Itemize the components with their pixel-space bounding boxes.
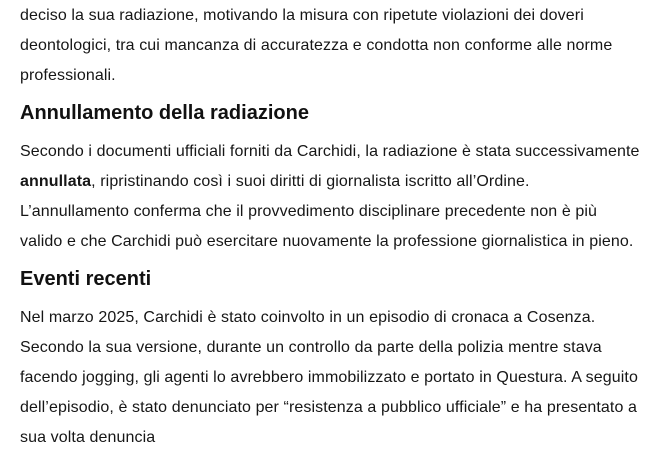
paragraph-segment: Nel marzo 2025, Carchidi è stato coinvolto in un episodio di cronaca a Cosenza. Secondo la sua versione, durante un controllo da parte della polizia mentre stava facendo jogging, gli agenti lo avrebbero immobilizzato e portato in Questura. A seguito dell’episodio, è stato denunciato per “resistenza a pubblico ufficiale” e ha presentato a sua volta denuncia xyxy=(20,309,638,446)
section-paragraph-eventi-recenti xyxy=(20,303,642,453)
paragraph-segment: , ripristinando così i suoi diritti di giornalista iscritto all’Ordine. L’annullamento conferma che il provvedimento disciplinare precedente non è più valido e che Carchidi può esercitare nuovamente la professione giornalistica in pieno. xyxy=(20,173,634,250)
section-heading-eventi-recenti: Eventi recenti xyxy=(20,268,152,290)
intro-paragraph: deciso la sua radiazione, motivando la misura con ripetute violazioni dei doveri deontologici, tra cui mancanza di accuratezza e condotta non conforme alle norme professionali. xyxy=(20,7,613,84)
bold-word-annullata: annullata xyxy=(20,173,92,190)
section-paragraph-annullamento xyxy=(20,137,642,257)
paragraph-segment: Secondo i documenti ufficiali forniti da Carchidi, la radiazione è stata successivamente xyxy=(20,143,640,160)
section-heading-annullamento: Annullamento della radiazione xyxy=(20,102,309,124)
